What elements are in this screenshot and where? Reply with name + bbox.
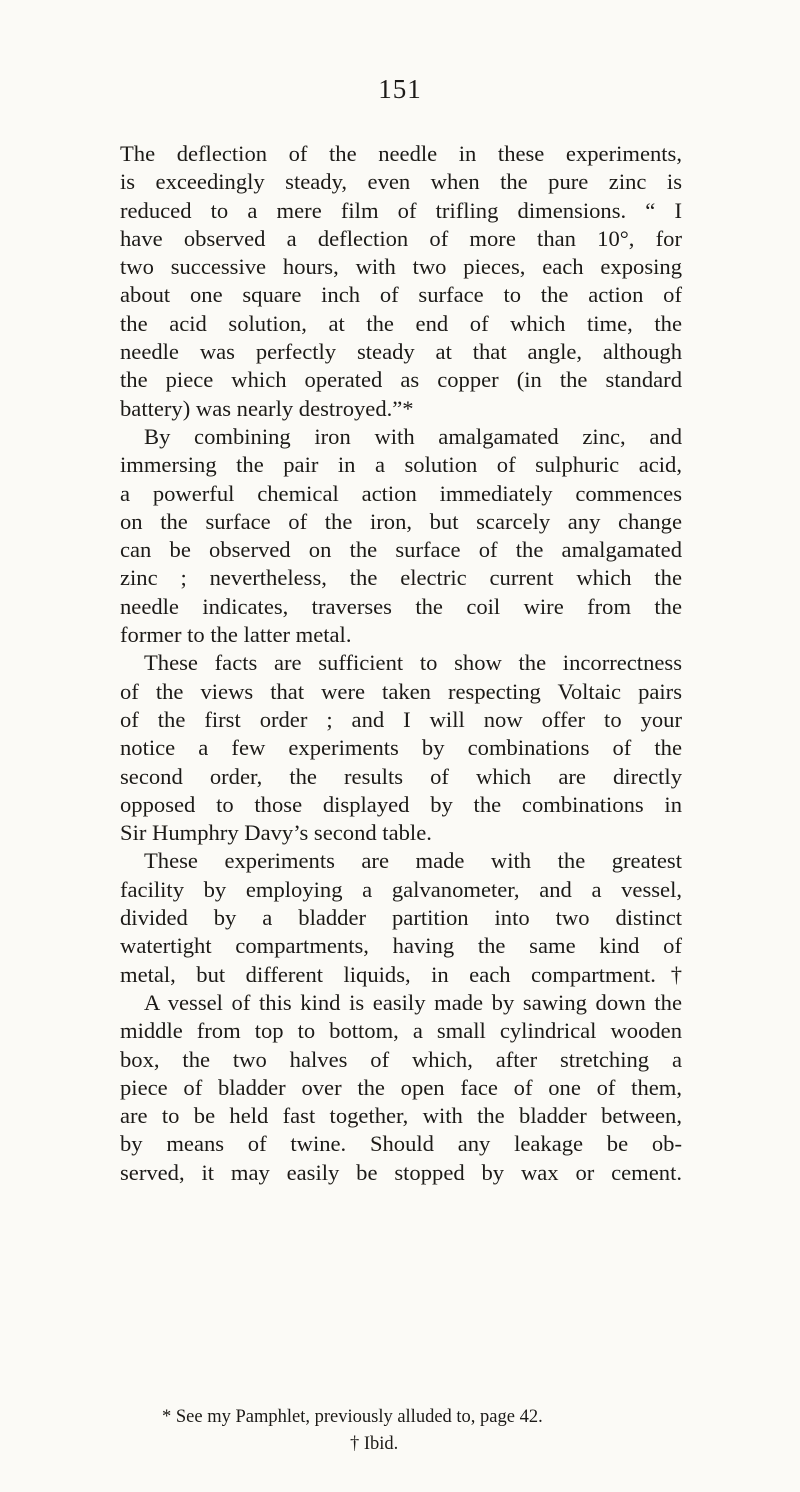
body-text: [120, 140, 682, 1187]
text-line: divided by a bladder partition into two distinct: [120, 905, 682, 931]
text-line: middle from top to bottom, a small cylindrical wooden: [120, 1018, 682, 1044]
text-line: are to be held fast together, with the bladder between,: [120, 1103, 682, 1129]
text-line: battery) was nearly destroyed.”*: [120, 395, 414, 421]
text-line: is exceedingly steady, even when the pure zinc is: [120, 169, 682, 195]
text-line: These experiments are made with the greatest: [144, 848, 682, 874]
text-line: can be observed on the surface of the amalgamated: [120, 537, 682, 563]
text-line: opposed to those displayed by the combinations in: [120, 791, 682, 817]
text-line: By combining iron with amalgamated zinc, and: [144, 423, 682, 449]
page-number: 151: [378, 74, 422, 104]
text-line: on the surface of the iron, but scarcely any change: [120, 508, 682, 534]
text-line: notice a few experiments by combinations of the: [120, 735, 682, 761]
footnote-ibid: † Ibid.: [350, 1434, 399, 1454]
footnote-pamphlet: * See my Pamphlet, previously alluded to, page 42.: [162, 1407, 543, 1427]
text-line: The deflection of the needle in these experiments,: [120, 141, 682, 166]
text-line: second order, the results of which are directly: [120, 763, 682, 789]
text-line: about one square inch of surface to the action of: [120, 282, 682, 308]
text-line: have observed a deflection of more than 10°, for: [120, 225, 682, 251]
text-line: zinc ; nevertheless, the electric current which the: [120, 565, 682, 591]
text-line: two successive hours, with two pieces, each exposing: [120, 254, 682, 280]
text-line: by means of twine. Should any leakage be ob-: [120, 1131, 682, 1157]
text-line: piece of bladder over the open face of one of them,: [120, 1074, 682, 1100]
text-line: reduced to a mere film of trifling dimensions. “ I: [120, 197, 682, 223]
text-line: immersing the pair in a solution of sulphuric acid,: [120, 452, 682, 478]
text-line: former to the latter metal.: [120, 622, 352, 648]
text-line: the acid solution, at the end of which time, the: [120, 310, 682, 336]
text-line: of the views that were taken respecting Voltaic pairs: [120, 678, 682, 704]
text-line: the piece which operated as copper (in the standard: [120, 367, 682, 393]
text-line: of the first order ; and I will now offer to your: [120, 706, 682, 732]
text-line: facility by employing a galvanometer, and a vessel,: [120, 876, 682, 902]
text-line: A vessel of this kind is easily made by sawing down the: [144, 989, 682, 1015]
footnotes: [120, 1404, 682, 1458]
text-line: served, it may easily be stopped by wax or cement.: [120, 1159, 682, 1185]
text-line: needle indicates, traverses the coil wire from the: [120, 593, 682, 619]
text-line: metal, but different liquids, in each compartment.†: [120, 961, 682, 987]
text-line: Sir Humphry Davy’s second table.: [120, 820, 432, 846]
text-line: watertight compartments, having the same kind of: [120, 933, 682, 959]
text-line: box, the two halves of which, after stretching a: [120, 1046, 682, 1072]
text-line: a powerful chemical action immediately commences: [120, 480, 682, 506]
text-line: needle was perfectly steady at that angle, although: [120, 339, 682, 365]
text-line: These facts are sufficient to show the incorrectness: [144, 650, 682, 676]
